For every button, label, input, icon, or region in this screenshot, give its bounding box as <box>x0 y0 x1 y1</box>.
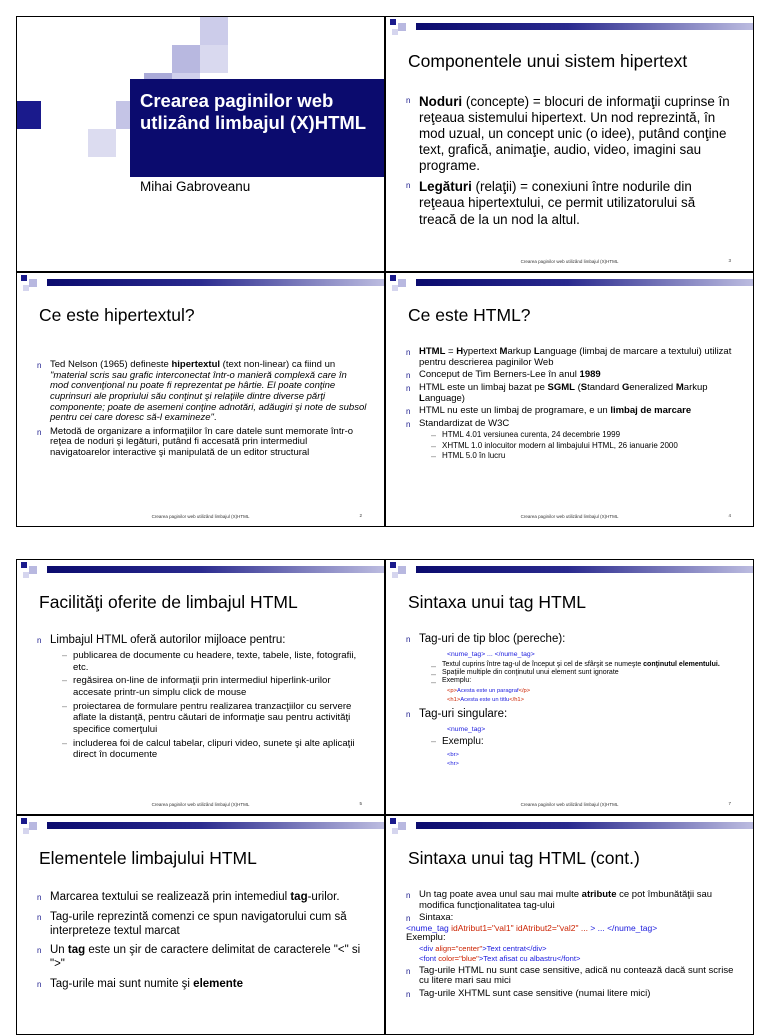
slide-title: Sintaxa unui tag HTML <box>408 592 587 612</box>
bullet-metoda: n Metodă de organizare a informaţiilor în care datele sunt memorate într-o reţea de noduri şi legături, putând fi accesată prin intermediul navigatoarelor interactive şi manipulată de un editor structural <box>37 427 367 459</box>
bullet-elemente: n Tag-urile mai sunt numite şi elemente <box>37 978 367 992</box>
slide-title: Componentele unui sistem hipertext <box>408 51 688 71</box>
slide-header-decoration <box>386 816 753 846</box>
sub-item: – Exemplu: <box>431 736 736 748</box>
bullet-singulare: n Tag-uri singulare: <nume_tag> – Exemplu: <br> <hr> <box>406 708 736 769</box>
slide-footer: Crearea paginilor web utilizând limbajul (X)HTML <box>520 259 619 264</box>
bullet-bloc: n Tag-uri de tip bloc (pereche): <nume_tag> ... </nume_tag> – Textul cuprins între tag-ul de început şi cel de sfârşit se numeşte conţinutul elementului. – Spaţiile multiple din conţinutul unui element sunt ignorate – Exemplu: <p>Acesta este un paragraf</p> <h1>Acesta este un titlu</h1> <box>406 633 736 705</box>
slide-7 <box>385 559 754 815</box>
page-number: 7 <box>728 801 731 806</box>
sub-item: – Exemplu: <box>431 677 736 685</box>
sub-item: – Textul cuprins între tag-ul de început şi cel de sfârşit se numeşte conţinutul elementului. <box>431 661 736 669</box>
bullet-marcare: n Marcarea textului se realizează prin intemediul tag-urilor. <box>37 891 367 905</box>
bullet-nelson: n Ted Nelson (1965) defineste hipertextul (text non-linear) ca fiind un "material scris sau grafic interconectat într-o manieră complexă care în mod convenţional nu poate fi reprezentat pe hârtie. El poate conţine cuprinsuri ale propriului său conţinut şi relaţiile dintre diverse părţi componente; poate de asemeni conţine adnotări, adăugiri şi note de subsol pentru cei care doresc să-l examineze". <box>37 360 367 424</box>
bullet-atribute: n Un tag poate avea unul sau mai multe atribute ce pot îmbunătăţii sau modifica funcţionalitatea tag-ului <box>406 890 738 911</box>
slide-title: Ce este HTML? <box>408 305 531 325</box>
bullet-list <box>37 360 367 459</box>
sub-item: – Spaţiile multiple din conţinutul unui element sunt ignorate <box>431 669 736 677</box>
sub-list <box>419 430 736 461</box>
bullet-tag-sir: n Un tag este un şir de caractere delimitat de caracterele "<" si ">" <box>37 944 367 972</box>
bullet-case-html: n Tag-urile HTML nu sunt case sensitive, adică nu contează dacă sunt scrise cu litere mari sau mici <box>406 966 738 987</box>
code-example: <div align="center">Text centrat</div> <font color="blue">Text afisat cu albastru</font> <box>419 944 581 963</box>
slide-4 <box>385 272 754 527</box>
slide-2 <box>16 272 385 527</box>
sub-item: – includerea foi de calcul tabelar, clipuri video, sunete şi alte aplicaţii direct în documente <box>62 738 367 761</box>
author-name: Mihai Gabroveanu <box>140 179 251 194</box>
presentation-title: Crearea paginilor web utlizând limbajul (X)HTML <box>140 90 367 134</box>
slide-3 <box>385 16 754 272</box>
slide-header-decoration <box>386 273 753 303</box>
slide-title: Sintaxa unui tag HTML (cont.) <box>408 848 640 868</box>
slide-header-decoration <box>17 816 384 846</box>
example-label: Exemplu: <box>406 932 446 944</box>
code-single-tag: <nume_tag> <box>447 726 486 734</box>
code-example: <p>Acesta este un paragraf</p> <h1>Acesta este un titlu</h1> <box>447 688 531 704</box>
bullet-list <box>37 891 367 992</box>
slide-footer: Crearea paginilor web utilizând limbajul (X)HTML <box>151 514 250 519</box>
slide-title: Ce este hipertextul? <box>39 305 195 325</box>
bullet-list <box>406 890 738 1000</box>
sub-item: – regăsirea on-line de informaţii prin intermediul hiperlink-urilor accesate printr-un simplu click de mouse <box>62 675 367 698</box>
sub-item: – HTML 5.0 în lucru <box>431 451 736 461</box>
slide-footer: Crearea paginilor web utilizând limbajul (X)HTML <box>151 802 250 807</box>
bullet-sintaxa: n Sintaxa: <nume_tag idAtribut1="val1" idAtribut2="val2" ... > ... </nume_tag> Exemplu: <div align="center">Text centrat</div> <font color="blue">Text afisat cu albastru</font> <box>406 913 738 963</box>
page-number: 5 <box>359 801 362 806</box>
code-block-tag: <nume_tag> ... </nume_tag> <box>447 650 535 658</box>
slide-8 <box>385 815 754 1035</box>
page-number: 2 <box>359 513 362 518</box>
bullet-case-xhtml: n Tag-urile XHTML sunt case sensitive (numai litere mici) <box>406 989 738 1000</box>
bullet-legaturi: n Legături (relaţii) = conexiuni între nodurile din reţeaua hipertextului, ce permit utilizatorului să treacă de la un nod la altul. <box>406 179 731 227</box>
sub-list <box>419 736 736 748</box>
sub-item: – HTML 4.01 versiunea curenta, 24 decembrie 1999 <box>431 430 736 440</box>
slide-header-decoration <box>17 273 384 303</box>
slide-5 <box>16 559 385 815</box>
bullet-list <box>37 634 367 761</box>
bullet-markup-language: n HTML nu este un limbaj de programare, e un limbaj de marcare <box>406 406 736 417</box>
slide-header-decoration <box>386 17 753 47</box>
bullet-mijloace: n Limbajul HTML oferă autorilor mijloace pentru: – publicarea de documente cu headere, texte, tabele, liste, fotografii, etc. – regăsirea on-line de informaţii prin intermediul hiperlink-urilor accesate printr-un simplu click de mouse – proiectarea de formulare pentru realizarea tranzacţiilor cu servere aflate la distanţă, pentru căutari de informaţie sau pentru activităţi specifice comerţului – includerea foi de calcul tabelar, clipuri video, sunete şi alte aplicaţii direct în documente <box>37 634 367 761</box>
slide-header-decoration <box>386 560 753 590</box>
sub-list <box>50 650 367 761</box>
bullet-comenzi: n Tag-urile reprezintă comenzi ce spun navigatorului cum să interpreteze textul marcat <box>37 911 367 939</box>
slide-1-title <box>16 16 385 272</box>
bullet-berners-lee: n Conceput de Tim Berners-Lee în anul 1989 <box>406 370 736 381</box>
bullet-list <box>406 633 736 769</box>
bullet-list <box>406 94 731 228</box>
page-number: 3 <box>728 258 731 263</box>
sub-item: – XHTML 1.0 inlocuitor modern al limbajului HTML, 26 ianuarie 2000 <box>431 441 736 451</box>
slide-header-decoration <box>17 560 384 590</box>
code-example: <br> <hr> <box>447 752 459 768</box>
bullet-noduri: n Noduri (concepte) = blocuri de informaţii cuprinse în reţeaua sistemului hipertext. Un nod reprezintă, în mod uzual, un concept unic (o idee), putând conţine text, grafică, animaţie, audio, video, imagini sau programe. <box>406 94 731 174</box>
slide-6 <box>16 815 385 1035</box>
slide-footer: Crearea paginilor web utilizând limbajul (X)HTML <box>520 514 619 519</box>
sub-list <box>419 661 736 684</box>
slide-title: Facilităţi oferite de limbajul HTML <box>39 592 298 612</box>
slide-footer: Crearea paginilor web utilizând limbajul (X)HTML <box>520 802 619 807</box>
slide-title: Elementele limbajului HTML <box>39 848 257 868</box>
page-number: 4 <box>728 513 731 518</box>
sub-item: – publicarea de documente cu headere, texte, tabele, liste, fotografii, etc. <box>62 650 367 673</box>
syntax-line: <nume_tag idAtribut1="val1" idAtribut2="val2" ... > ... </nume_tag> <box>406 922 658 933</box>
sub-item: – proiectarea de formulare pentru realizarea tranzacţiilor cu servere aflate la distanţă, pentru căutari de informaţie sau pentru activităţi specifice comerţului <box>62 701 367 736</box>
bullet-w3c: n Standardizat de W3C – HTML 4.01 versiunea curenta, 24 decembrie 1999 – XHTML 1.0 inlocuitor modern al limbajului HTML, 26 ianuarie 2000 – HTML 5.0 în lucru <box>406 419 736 462</box>
bullet-html-def: n HTML = Hypertext Markup Language (limbaj de marcare a textului) utilizat pentru descrierea paginilor Web <box>406 347 736 368</box>
bullet-sgml: n HTML este un limbaj bazat pe SGML (Standard Generalized Markup Language) <box>406 383 736 404</box>
bullet-list <box>406 347 736 462</box>
